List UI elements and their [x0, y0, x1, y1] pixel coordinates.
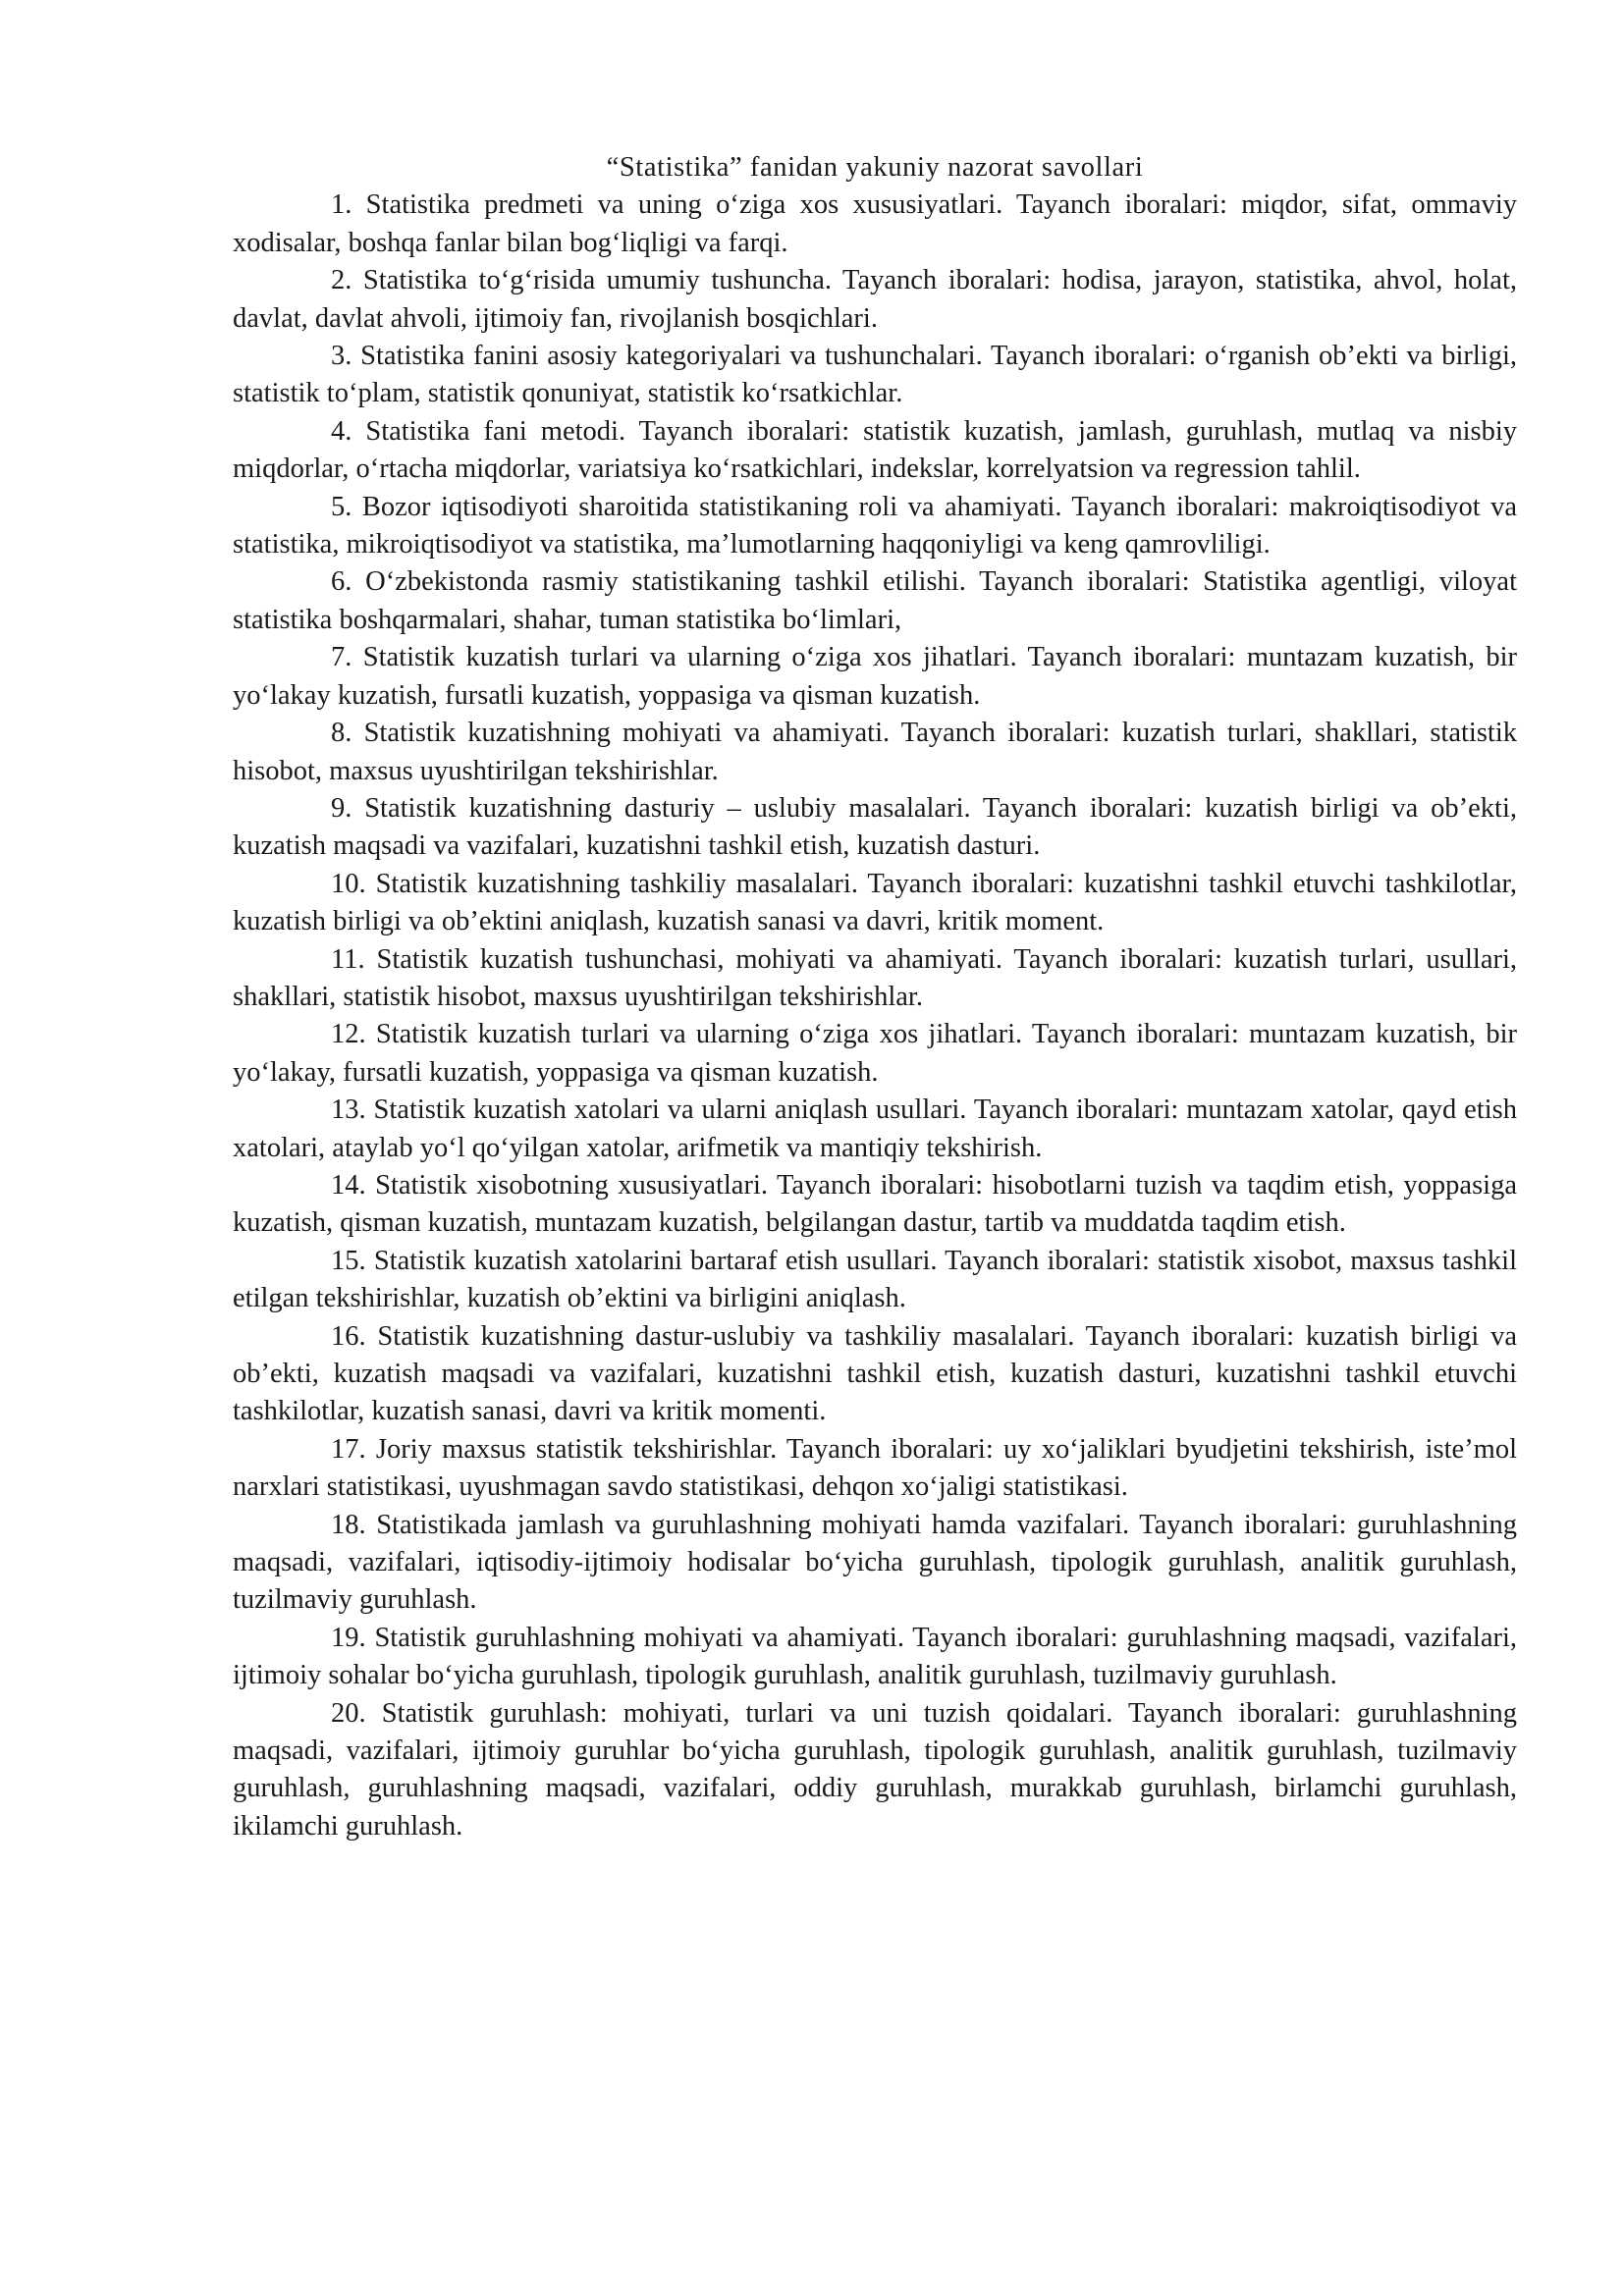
document-title: “Statistika” fanidan yakuniy nazorat savollari — [606, 152, 1144, 183]
question-item: 16. Statistik kuzatishning dastur-uslubiy va tashkiliy masalalari. Tayanch iboralari: kuzatish birligi va ob’ekti, kuzatish maqsadi va vazifalari, kuzatishni tashkil etish, kuzatish dasturi, kuzatishni tashkil etuvchi tashkilotlar, kuzatish sanasi, davri va kritik momenti. — [233, 1320, 1517, 1427]
question-item: 14. Statistik xisobotning xususiyatlari. Tayanch iboralari: hisobotlarni tuzish va taqdim etish, yoppasiga kuzatish, qisman kuzatish, muntazam kuzatish, belgilangan dastur, tartib va muddatda taqdim etish. — [233, 1169, 1517, 1239]
question-item: 3. Statistika fanini asosiy kategoriyalari va tushunchalari. Tayanch iboralari: o‘rganish ob’ekti va birligi, statistik to‘plam, statistik qonuniyat, statistik ko‘rsatkichlar. — [233, 341, 1517, 409]
document-page — [233, 149, 1517, 1845]
question-item: 13. Statistik kuzatish xatolari va ularni aniqlash usullari. Tayanch iboralari: muntazam xatolar, qayd etish xatolari, ataylab yo‘l qo‘yilgan xatolar, arifmetik va mantiqiy tekshirish. — [233, 1095, 1517, 1163]
question-item: 8. Statistik kuzatishning mohiyati va ahamiyati. Tayanch iboralari: kuzatish turlari, shakllari, statistik hisobot, maxsus uyushtirilgan tekshirishlar. — [233, 718, 1517, 786]
question-item: 20. Statistik guruhlash: mohiyati, turlari va uni tuzish qoidalari. Tayanch iboralari: guruhlashning maqsadi, vazifalari, ijtimoiy guruhlar bo‘yicha guruhlash, tipologik guruhlash, analitik guruhlash, tuzilmaviy guruhlash, guruhlashning maqsadi, vazifalari, oddiy guruhlash, murakkab guruhlash, birlamchi guruhlash, ikilamchi guruhlash. — [233, 1697, 1517, 1842]
question-item: 6. O‘zbekistonda rasmiy statistikaning tashkil etilishi. Tayanch iboralari: Statistika agentligi, viloyat statistika boshqarmalari, shahar, tuman statistika bo‘limlari, — [233, 566, 1517, 635]
question-item: 19. Statistik guruhlashning mohiyati va ahamiyati. Tayanch iboralari: guruhlashning maqsadi, vazifalari, ijtimoiy sohalar bo‘yicha guruhlash, tipologik guruhlash, analitik guruhlash, tuzilmaviy guruhlash. — [233, 1622, 1517, 1691]
question-item: 1. Statistika predmeti va uning o‘ziga xos xususiyatlari. Tayanch iboralari: miqdor, sifat, ommaviy xodisalar, boshqa fanlar bilan bog‘liqligi va farqi. — [233, 189, 1517, 258]
question-item: 12. Statistik kuzatish turlari va ularning o‘ziga xos jihatlari. Tayanch iboralari: muntazam kuzatish, bir yo‘lakay, fursatli kuzatish, yoppasiga va qisman kuzatish. — [233, 1019, 1517, 1088]
question-item: 4. Statistika fani metodi. Tayanch iboralari: statistik kuzatish, jamlash, guruhlash, mutlaq va nisbiy miqdorlar, o‘rtacha miqdorlar, variatsiya ko‘rsatkichlari, indekslar, korrelyatsion va regression tahlil. — [233, 415, 1517, 485]
question-item: 18. Statistikada jamlash va guruhlashning mohiyati hamda vazifalari. Tayanch iboralari: guruhlashning maqsadi, vazifalari, iqtisodiy-ijtimoiy hodisalar bo‘yicha guruhlash, tipologik guruhlash, analitik guruhlash, tuzilmaviy guruhlash. — [233, 1509, 1517, 1616]
question-item: 17. Joriy maxsus statistik tekshirishlar. Tayanch iboralari: uy xo‘jaliklari byudjetini tekshirish, iste’mol narxlari statistikasi, uyushmagan savdo statistikasi, dehqon xo‘jaligi statistikasi. — [233, 1433, 1517, 1503]
question-item: 9. Statistik kuzatishning dasturiy – uslubiy masalalari. Tayanch iboralari: kuzatish birligi va ob’ekti, kuzatish maqsadi va vazifalari, kuzatishni tashkil etish, kuzatish dasturi. — [233, 792, 1517, 862]
question-item: 5. Bozor iqtisodiyoti sharoitida statistikaning roli va ahamiyati. Tayanch iboralari: makroiqtisodiyot va statistika, mikroiqtisodiyot va statistika, ma’lumotlarning haqqoniyligi va keng qamrovliligi. — [233, 491, 1517, 561]
question-item: 2. Statistika to‘g‘risida umumiy tushuncha. Tayanch iboralari: hodisa, jarayon, statistika, ahvol, holat, davlat, davlat ahvoli, ijtimoiy fan, rivojlanish bosqichlari. — [233, 265, 1517, 334]
question-item: 15. Statistik kuzatish xatolarini bartaraf etish usullari. Tayanch iboralari: statistik xisobot, maxsus tashkil etilgan tekshirishlar, kuzatish ob’ektini va birligini aniqlash. — [233, 1245, 1517, 1314]
question-item: 7. Statistik kuzatish turlari va ularning o‘ziga xos jihatlari. Tayanch iboralari: muntazam kuzatish, bir yo‘lakay kuzatish, fursatli kuzatish, yoppasiga va qisman kuzatish. — [233, 642, 1517, 711]
question-item: 10. Statistik kuzatishning tashkiliy masalalari. Tayanch iboralari: kuzatishni tashkil etuvchi tashkilotlar, kuzatish birligi va ob’ektini aniqlash, kuzatish sanasi va davri, kritik moment. — [233, 868, 1517, 937]
question-item: 11. Statistik kuzatish tushunchasi, mohiyati va ahamiyati. Tayanch iboralari: kuzatish turlari, usullari, shakllari, statistik hisobot, maxsus uyushtirilgan tekshirishlar. — [233, 943, 1517, 1012]
question-list — [233, 187, 1517, 1845]
